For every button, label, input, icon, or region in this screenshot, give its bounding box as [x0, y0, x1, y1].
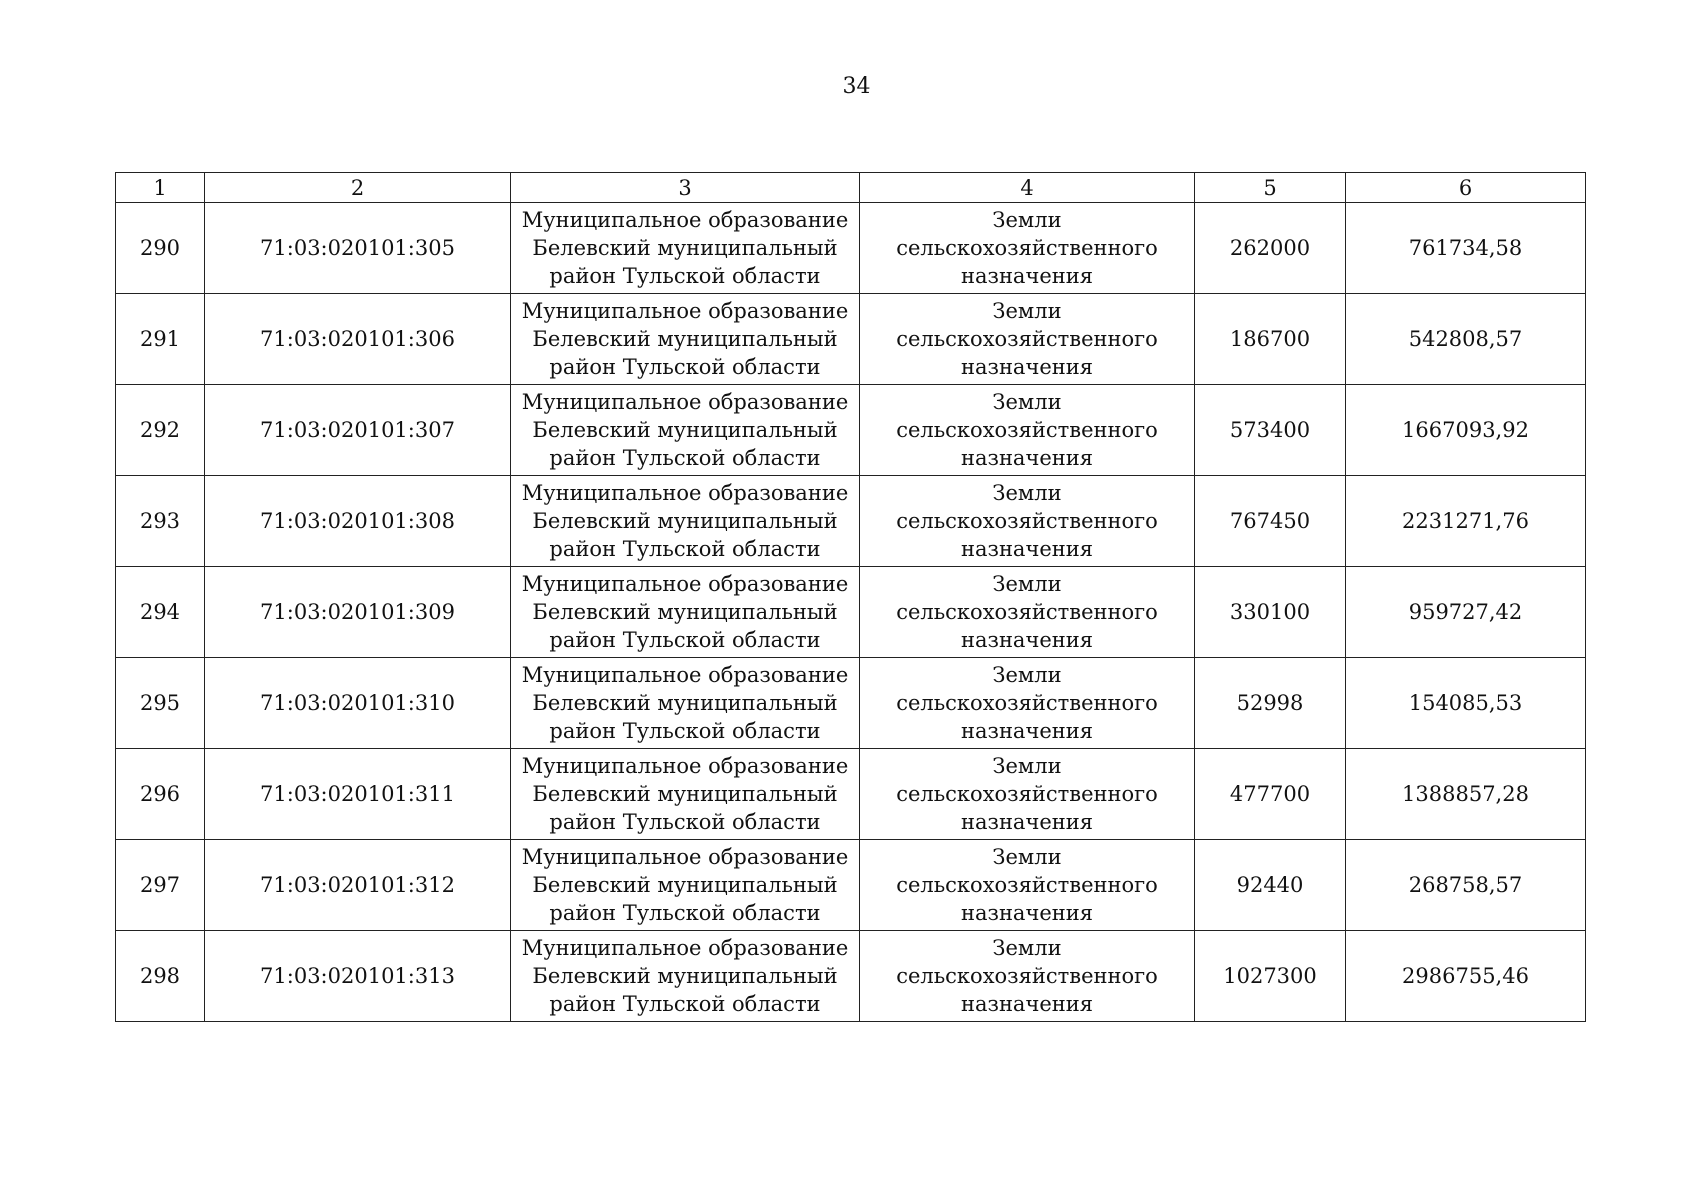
- area-cell: 262000: [1195, 203, 1346, 294]
- area-cell: 477700: [1195, 749, 1346, 840]
- cadastral-number-cell: 71:03:020101:313: [205, 931, 511, 1022]
- owner-cell: Муниципальное образование Белевский муниципальный район Тульской области: [511, 749, 860, 840]
- cadastral-value-cell: 542808,57: [1346, 294, 1586, 385]
- owner-cell: Муниципальное образование Белевский муниципальный район Тульской области: [511, 203, 860, 294]
- row-number-cell: 294: [116, 567, 205, 658]
- area-cell: 573400: [1195, 385, 1346, 476]
- cadastral-value-cell: 2986755,46: [1346, 931, 1586, 1022]
- cadastral-number-cell: 71:03:020101:312: [205, 840, 511, 931]
- owner-cell: Муниципальное образование Белевский муниципальный район Тульской области: [511, 385, 860, 476]
- cadastral-value-cell: 268758,57: [1346, 840, 1586, 931]
- area-cell: 92440: [1195, 840, 1346, 931]
- table-row: [116, 658, 1586, 749]
- owner-cell: Муниципальное образование Белевский муниципальный район Тульской области: [511, 476, 860, 567]
- table-body: [116, 203, 1586, 1022]
- table-row: [116, 476, 1586, 567]
- cadastral-value-cell: 1667093,92: [1346, 385, 1586, 476]
- row-number-cell: 298: [116, 931, 205, 1022]
- land-category-cell: Земли сельскохозяйственного назначения: [860, 931, 1195, 1022]
- owner-cell: Муниципальное образование Белевский муниципальный район Тульской области: [511, 658, 860, 749]
- column-header-4: 4: [860, 173, 1195, 203]
- column-header-6: 6: [1346, 173, 1586, 203]
- cadastral-number-cell: 71:03:020101:309: [205, 567, 511, 658]
- row-number-cell: 292: [116, 385, 205, 476]
- land-registry-table: [115, 172, 1586, 1022]
- cadastral-value-cell: 959727,42: [1346, 567, 1586, 658]
- header-row: [116, 173, 1586, 203]
- row-number-cell: 296: [116, 749, 205, 840]
- area-cell: 1027300: [1195, 931, 1346, 1022]
- land-category-cell: Земли сельскохозяйственного назначения: [860, 567, 1195, 658]
- table-row: [116, 931, 1586, 1022]
- land-category-cell: Земли сельскохозяйственного назначения: [860, 385, 1195, 476]
- cadastral-value-cell: 154085,53: [1346, 658, 1586, 749]
- area-cell: 52998: [1195, 658, 1346, 749]
- row-number-cell: 295: [116, 658, 205, 749]
- row-number-cell: 291: [116, 294, 205, 385]
- owner-cell: Муниципальное образование Белевский муниципальный район Тульской области: [511, 931, 860, 1022]
- owner-cell: Муниципальное образование Белевский муниципальный район Тульской области: [511, 294, 860, 385]
- cadastral-value-cell: 1388857,28: [1346, 749, 1586, 840]
- table-row: [116, 203, 1586, 294]
- table-row: [116, 567, 1586, 658]
- cadastral-number-cell: 71:03:020101:310: [205, 658, 511, 749]
- page-number: 34: [842, 74, 871, 99]
- table-row: [116, 385, 1586, 476]
- land-category-cell: Земли сельскохозяйственного назначения: [860, 658, 1195, 749]
- table-row: [116, 840, 1586, 931]
- cadastral-number-cell: 71:03:020101:308: [205, 476, 511, 567]
- land-category-cell: Земли сельскохозяйственного назначения: [860, 294, 1195, 385]
- cadastral-number-cell: 71:03:020101:311: [205, 749, 511, 840]
- owner-cell: Муниципальное образование Белевский муниципальный район Тульской области: [511, 840, 860, 931]
- land-category-cell: Земли сельскохозяйственного назначения: [860, 840, 1195, 931]
- cadastral-number-cell: 71:03:020101:305: [205, 203, 511, 294]
- cadastral-value-cell: 761734,58: [1346, 203, 1586, 294]
- area-cell: 186700: [1195, 294, 1346, 385]
- land-category-cell: Земли сельскохозяйственного назначения: [860, 749, 1195, 840]
- table-header: [116, 173, 1586, 203]
- row-number-cell: 290: [116, 203, 205, 294]
- cadastral-number-cell: 71:03:020101:306: [205, 294, 511, 385]
- area-cell: 330100: [1195, 567, 1346, 658]
- row-number-cell: 293: [116, 476, 205, 567]
- column-header-2: 2: [205, 173, 511, 203]
- column-header-1: 1: [116, 173, 205, 203]
- area-cell: 767450: [1195, 476, 1346, 567]
- row-number-cell: 297: [116, 840, 205, 931]
- column-header-3: 3: [511, 173, 860, 203]
- table-row: [116, 749, 1586, 840]
- table-row: [116, 294, 1586, 385]
- column-header-5: 5: [1195, 173, 1346, 203]
- cadastral-value-cell: 2231271,76: [1346, 476, 1586, 567]
- land-category-cell: Земли сельскохозяйственного назначения: [860, 203, 1195, 294]
- land-category-cell: Земли сельскохозяйственного назначения: [860, 476, 1195, 567]
- cadastral-number-cell: 71:03:020101:307: [205, 385, 511, 476]
- owner-cell: Муниципальное образование Белевский муниципальный район Тульской области: [511, 567, 860, 658]
